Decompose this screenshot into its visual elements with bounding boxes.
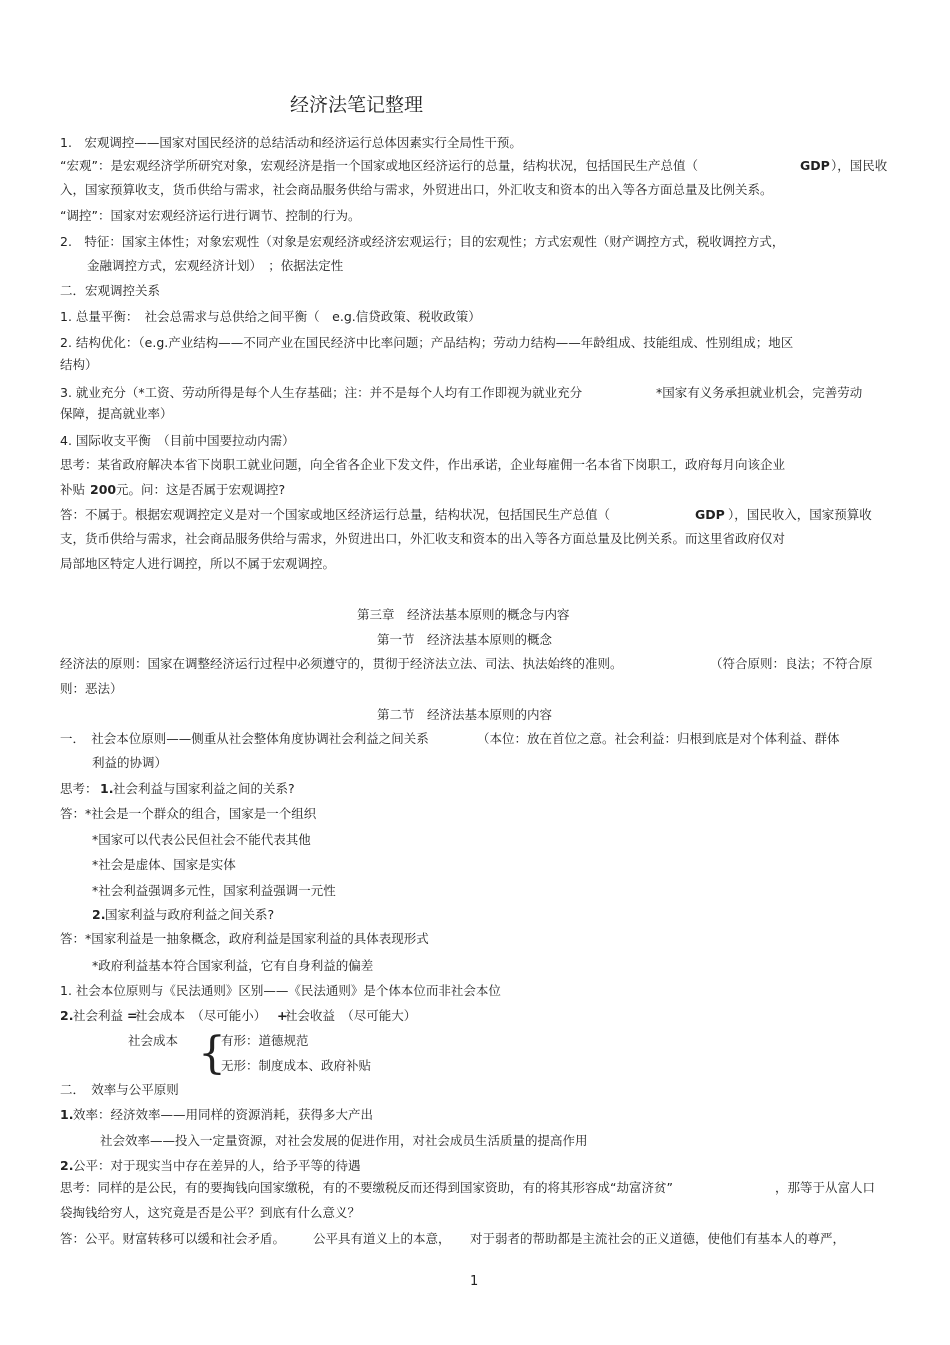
text-line: *社会是虚体、国家是实体 bbox=[92, 857, 236, 872]
text-line: （符合原则：良法；不符合原 bbox=[710, 656, 873, 671]
text-line: 公平：对于现实当中存在差异的人，给予平等的待遇 bbox=[73, 1158, 361, 1173]
text-line: = bbox=[127, 1008, 138, 1023]
text-line: 社会利益 bbox=[73, 1008, 124, 1023]
text-line: 支，货币供给与需求，社会商品服务供给与需求，外贸进出口，外汇收支和资本的出入等各方面总量及比例关系。而这里省政府仅对 bbox=[60, 531, 786, 546]
text-line: 1. 宏观调控——国家对国民经济的总结活动和经济运行总体因素实行全局性干预。 bbox=[60, 135, 522, 150]
text-line: 1. bbox=[100, 781, 114, 796]
text-line: 答：*国家利益是一抽象概念，政府利益是国家利益的具体表现形式 bbox=[60, 931, 429, 946]
text-line: 补贴 bbox=[60, 482, 86, 497]
chapter-heading: 第三章 经济法基本原则的概念与内容 bbox=[357, 607, 570, 622]
text-line: ），国民收入，国家预算收 bbox=[728, 507, 872, 522]
text-line: *政府利益基本符合国家利益，它有自身利益的偏差 bbox=[92, 958, 374, 973]
page-number: 1 bbox=[470, 1274, 479, 1289]
text-line: 则：恶法） bbox=[60, 681, 123, 696]
text-line: 社会利益与国家利益之间的关系? bbox=[113, 781, 295, 796]
text-line: 结构） bbox=[60, 357, 98, 372]
text-line: 思考：某省政府解决本省下岗职工就业问题，向全省各企业下发文件，作出承诺，企业每雇佣一名本省下岗职工，政府每月向该企业 bbox=[60, 457, 786, 472]
text-line: 1. 社会本位原则与《民法通则》区别——《民法通则》是个体本位而非社会本位 bbox=[60, 983, 501, 998]
text-line: 答：公平。财富转移可以缓和社会矛盾。 bbox=[60, 1231, 286, 1246]
text-line: 国家利益与政府利益之间关系? bbox=[105, 907, 275, 922]
text-line: + bbox=[277, 1008, 288, 1023]
text-line: 1. bbox=[60, 1107, 74, 1122]
text-line: 答：不属于。根据宏观调控定义是对一个国家或地区经济运行总量，结构状况，包括国民生产总值（ bbox=[60, 507, 611, 522]
brace-icon: { bbox=[198, 1028, 226, 1079]
text-line: 社会成本 （尽可能小） bbox=[135, 1008, 267, 1023]
text-line: *国家有义务承担就业机会，完善劳动 bbox=[656, 385, 863, 400]
text-line: 元。问：这是否属于宏观调控? bbox=[116, 482, 286, 497]
text-line: 2. bbox=[60, 1008, 74, 1023]
text-line: 思考：同样的是公民，有的要掏钱向国家缴税，有的不要缴税反而还得到国家资助，有的将其形容成“劫富济贫” bbox=[60, 1180, 673, 1195]
text-line: 利益的协调） bbox=[92, 755, 168, 770]
text-line: 思考： bbox=[60, 781, 98, 796]
text-line: （本位：放在首位之意。社会利益：归根到底是对个体利益、群体 bbox=[477, 731, 840, 746]
text-line: 200 bbox=[90, 482, 117, 497]
text-line: ，那等于从富人口 bbox=[775, 1180, 876, 1195]
text-line: 无形：制度成本、政府补贴 bbox=[221, 1058, 372, 1073]
section-heading: 第二节 经济法基本原则的内容 bbox=[377, 707, 553, 722]
text-line: 有形：道德规范 bbox=[221, 1033, 309, 1048]
text-line: 局部地区特定人进行调控，所以不属于宏观调控。 bbox=[60, 556, 336, 571]
text-line: 4. 国际收支平衡 （目前中国要拉动内需） bbox=[60, 433, 295, 448]
text-line: 对于弱者的帮助都是主流社会的正义道德，使他们有基本人的尊严， bbox=[470, 1231, 846, 1246]
text-line: 保障，提高就业率） bbox=[60, 406, 173, 421]
text-line: 社会成本 bbox=[128, 1033, 179, 1048]
text-line: *国家可以代表公民但社会不能代表其他 bbox=[92, 832, 311, 847]
text-line: GDP bbox=[695, 507, 725, 522]
text-line: “宏观”：是宏观经济学所研究对象，宏观经济是指一个国家或地区经济运行的总量，结构状况，包括国民生产总值（ bbox=[60, 158, 698, 173]
section-heading: 第一节 经济法基本原则的概念 bbox=[377, 632, 553, 647]
text-line: 2. bbox=[60, 1158, 74, 1173]
text-line: 1. 总量平衡： 社会总需求与总供给之间平衡（ e.g.信贷政策、税收政策） bbox=[60, 309, 481, 324]
text-line: 答：*社会是一个群众的组合，国家是一个组织 bbox=[60, 806, 317, 821]
text-line: 社会效率——投入一定量资源，对社会发展的促进作用，对社会成员生活质量的提高作用 bbox=[100, 1133, 588, 1148]
text-line: 入，国家预算收支，货币供给与需求，社会商品服务供给与需求，外贸进出口，外汇收支和资本的出入等各方面总量及比例关系。 bbox=[60, 182, 773, 197]
text-line: 2. bbox=[92, 907, 106, 922]
text-line: “调控”：国家对宏观经济运行进行调节、控制的行为。 bbox=[60, 208, 361, 223]
page-title: 经济法笔记整理 bbox=[290, 94, 424, 116]
text-line: 2. 特征：国家主体性；对象宏观性（对象是宏观经济或经济宏观运行；目的宏观性；方式宏观性（财产调控方式，税收调控方式， bbox=[60, 234, 785, 249]
text-line: 一． 社会本位原则——侧重从社会整体角度协调社会利益之间关系 bbox=[60, 731, 429, 746]
text-line: 金融调控方式，宏观经济计划） ；依据法定性 bbox=[87, 258, 344, 273]
text-line: 效率：经济效率——用同样的资源消耗，获得多大产出 bbox=[73, 1107, 374, 1122]
text-line: 公平具有道义上的本意， bbox=[313, 1231, 451, 1246]
text-line: 袋掏钱给穷人，这究竟是否是公平？到底有什么意义？ bbox=[60, 1205, 361, 1220]
text-line: *社会利益强调多元性，国家利益强调一元性 bbox=[92, 883, 336, 898]
text-line: ），国民收 bbox=[831, 158, 888, 173]
text-line: 经济法的原则：国家在调整经济运行过程中必须遵守的，贯彻于经济法立法、司法、执法始终的准则。 bbox=[60, 656, 623, 671]
text-line: 3. 就业充分（*工资、劳动所得是每个人生存基础；注：并不是每个人均有工作即视为就业充分 bbox=[60, 385, 583, 400]
section-heading: 二． 效率与公平原则 bbox=[60, 1082, 179, 1097]
text-line: 社会收益 （尽可能大） bbox=[285, 1008, 417, 1023]
text-line: 2. 结构优化：（e.g.产业结构——不同产业在国民经济中比率问题；产品结构；劳动力结构——年龄组成、技能组成、性别组成；地区 bbox=[60, 335, 794, 350]
text-line: GDP bbox=[800, 158, 830, 173]
section-heading: 二．宏观调控关系 bbox=[60, 283, 161, 298]
